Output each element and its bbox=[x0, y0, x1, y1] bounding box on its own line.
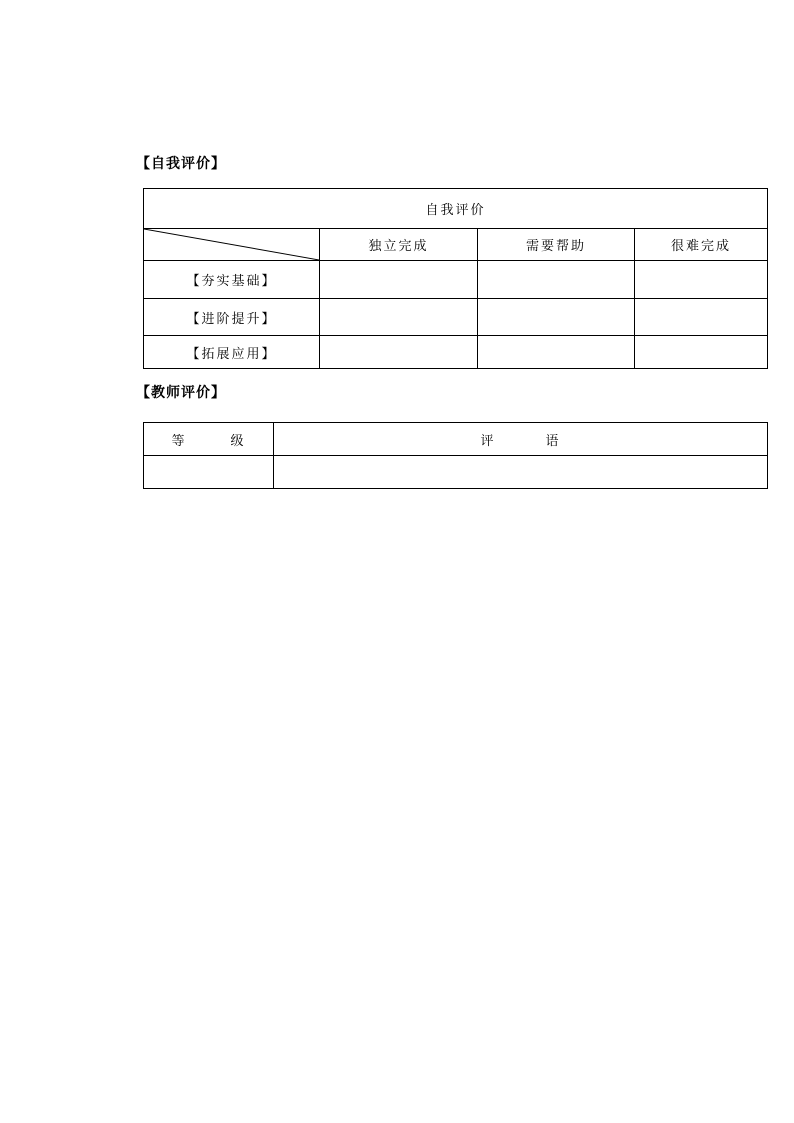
rating-cell[interactable] bbox=[635, 299, 768, 336]
self-evaluation-table bbox=[143, 188, 768, 369]
teacher-evaluation-heading: 【教师评价】 bbox=[136, 385, 226, 401]
rating-cell[interactable] bbox=[635, 336, 768, 369]
table-row bbox=[144, 336, 768, 369]
rating-cell[interactable] bbox=[320, 261, 478, 299]
diagonal-header-cell bbox=[144, 229, 320, 261]
table-header-row bbox=[144, 189, 768, 229]
rating-cell[interactable] bbox=[478, 261, 635, 299]
teacher-header-row bbox=[144, 423, 768, 456]
column-header-need-help: 需要帮助 bbox=[478, 229, 635, 261]
rating-cell[interactable] bbox=[320, 299, 478, 336]
comment-header bbox=[274, 423, 768, 456]
teacher-value-row bbox=[144, 456, 768, 489]
teacher-evaluation-table bbox=[143, 422, 768, 489]
comment-header-part2: 语 bbox=[545, 433, 561, 449]
table-row bbox=[144, 261, 768, 299]
grade-header-part2: 级 bbox=[230, 433, 246, 449]
self-evaluation-table-title: 自我评价 bbox=[144, 189, 768, 229]
row-label-advanced: 【进阶提升】 bbox=[144, 299, 320, 336]
rating-cell[interactable] bbox=[320, 336, 478, 369]
table-row bbox=[144, 299, 768, 336]
column-header-difficult: 很难完成 bbox=[635, 229, 768, 261]
comment-header-part1: 评 bbox=[480, 433, 496, 449]
comment-value-cell[interactable] bbox=[274, 456, 768, 489]
grade-header bbox=[144, 423, 274, 456]
row-label-foundation: 【夯实基础】 bbox=[144, 261, 320, 299]
rating-cell[interactable] bbox=[478, 299, 635, 336]
diagonal-line bbox=[144, 229, 319, 260]
rating-cell[interactable] bbox=[478, 336, 635, 369]
column-header-independent: 独立完成 bbox=[320, 229, 478, 261]
column-header-row bbox=[144, 229, 768, 261]
grade-header-part1: 等 bbox=[171, 433, 187, 449]
self-evaluation-heading: 【自我评价】 bbox=[136, 156, 226, 172]
rating-cell[interactable] bbox=[635, 261, 768, 299]
grade-value-cell[interactable] bbox=[144, 456, 274, 489]
row-label-application: 【拓展应用】 bbox=[144, 336, 320, 369]
